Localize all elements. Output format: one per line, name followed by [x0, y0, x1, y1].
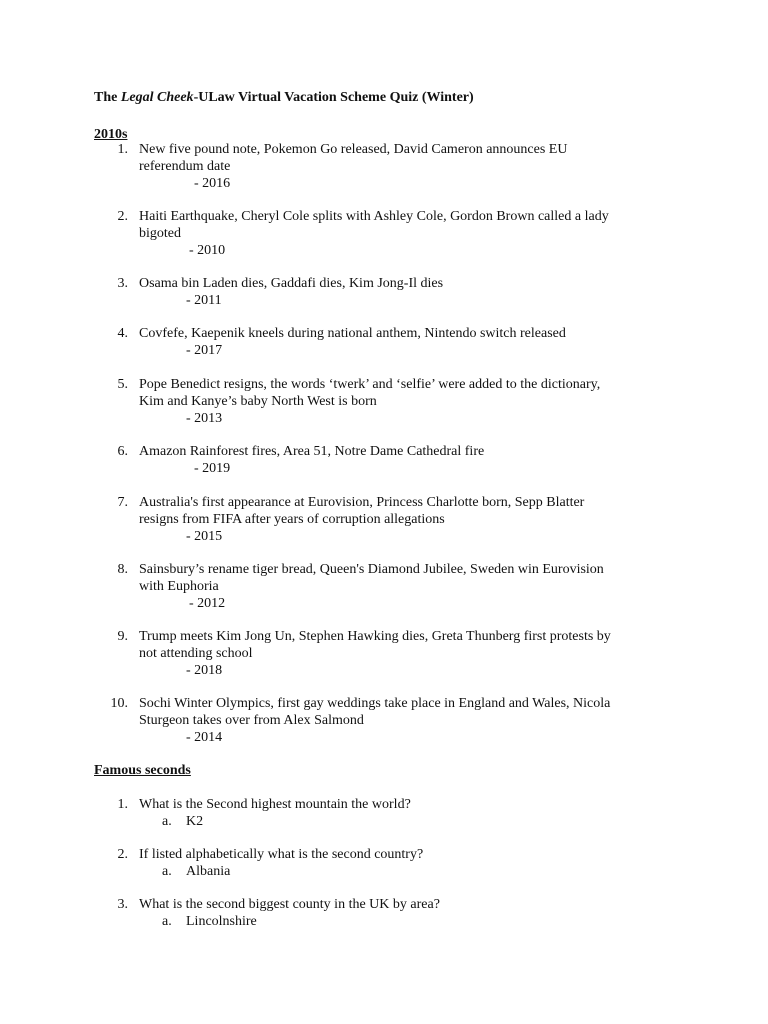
item-number: 7. [117, 495, 128, 510]
item-text-line1: Sainsbury’s rename tiger bread, Queen's Diamond Jubilee, Sweden win Eurovision [139, 562, 604, 577]
item-number: 5. [117, 377, 128, 392]
item-answer: - 2018 [186, 663, 223, 678]
item-answer: - 2015 [186, 529, 223, 544]
item-number: 10. [110, 696, 128, 711]
item-text-line1: Australia's first appearance at Eurovision, Princess Charlotte born, Sepp Blatter [139, 495, 585, 510]
section-heading-famous-seconds: Famous seconds [94, 763, 191, 778]
title-suffix: -ULaw Virtual Vacation Scheme Quiz (Winter) [193, 90, 474, 105]
item-answer: - 2012 [189, 596, 226, 611]
item-text-line2: resigns from FIFA after years of corruption allegations [139, 512, 445, 527]
item-answer: - 2010 [189, 243, 226, 258]
item-text-line2: bigoted [139, 226, 181, 241]
item-text-line1: Trump meets Kim Jong Un, Stephen Hawking dies, Greta Thunberg first protests by [139, 629, 611, 644]
section-heading-2010s: 2010s [94, 127, 128, 142]
item-answer: - 2011 [186, 293, 222, 308]
answer-letter: a. [162, 864, 172, 879]
question-text: What is the second biggest county in the UK by area? [139, 897, 440, 912]
answer-text: Albania [186, 864, 231, 879]
answer-text: K2 [186, 814, 204, 829]
item-text-line1: New five pound note, Pokemon Go released, David Cameron announces EU [139, 142, 568, 157]
item-number: 2. [117, 847, 128, 862]
item-number: 8. [117, 562, 128, 577]
item-number: 3. [117, 276, 128, 291]
item-number: 4. [117, 326, 128, 341]
item-answer: - 2019 [194, 461, 231, 476]
item-number: 1. [117, 142, 128, 157]
answer-letter: a. [162, 814, 172, 829]
title-prefix: The [94, 90, 121, 105]
item-answer: - 2013 [186, 411, 223, 426]
question-text: If listed alphabetically what is the second country? [139, 847, 424, 862]
item-text-line1: Sochi Winter Olympics, first gay weddings take place in England and Wales, Nicola [139, 696, 611, 711]
item-answer: - 2017 [186, 343, 223, 358]
item-answer: - 2016 [194, 176, 231, 191]
item-text-line2: Sturgeon takes over from Alex Salmond [139, 713, 364, 728]
item-number: 6. [117, 444, 128, 459]
item-number: 2. [117, 209, 128, 224]
item-text-line1: Covfefe, Kaepenik kneels during national anthem, Nintendo switch released [139, 326, 566, 341]
answer-text: Lincolnshire [186, 914, 257, 929]
answer-letter: a. [162, 914, 172, 929]
item-text-line2: with Euphoria [139, 579, 219, 594]
item-text-line1: Pope Benedict resigns, the words ‘twerk’ and ‘selfie’ were added to the dictionary, [139, 377, 601, 392]
item-number: 3. [117, 897, 128, 912]
quiz-title [94, 89, 474, 106]
item-answer: - 2014 [186, 730, 223, 745]
item-text-line2: not attending school [139, 646, 253, 661]
item-text-line1: Amazon Rainforest fires, Area 51, Notre Dame Cathedral fire [139, 444, 485, 459]
item-number: 9. [117, 629, 128, 644]
question-text: What is the Second highest mountain the world? [139, 797, 411, 812]
item-text-line1: Haiti Earthquake, Cheryl Cole splits with Ashley Cole, Gordon Brown called a lady [139, 209, 609, 224]
title-brand: Legal Cheek [120, 90, 194, 105]
item-text-line2: referendum date [139, 159, 231, 174]
item-number: 1. [117, 797, 128, 812]
item-text-line1: Osama bin Laden dies, Gaddafi dies, Kim Jong-Il dies [139, 276, 444, 291]
item-text-line2: Kim and Kanye’s baby North West is born [139, 394, 377, 409]
